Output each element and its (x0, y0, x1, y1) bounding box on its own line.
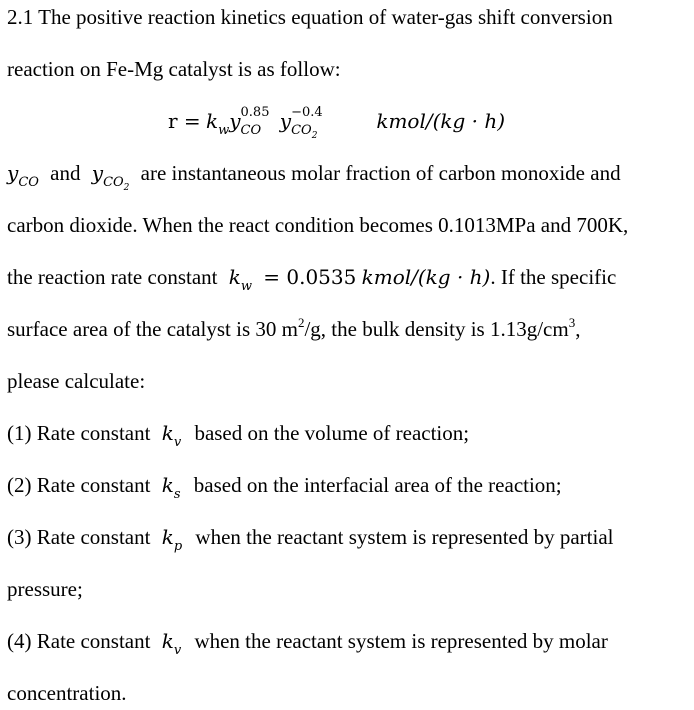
para-line-5: please calculate: (7, 369, 146, 393)
heading-line-1: 2.1 The positive reaction kinetics equation of water-gas shift conversion (7, 5, 613, 29)
question-item-4: (4) Rate constant $k_v$ when the reactant system is represented by molar (7, 629, 608, 658)
co-exponent-stack: 0.85 CO (240, 105, 270, 138)
co2-exponent-stack: −0.4 $CO_2$ (291, 105, 323, 141)
question-item-2: (2) Rate constant $k_s$ based on the interfacial area of the reaction; (7, 473, 562, 502)
rate-equation: $r = k_wy$ 0.85 CO y −0.4 $CO_2$ kmol/(kg · h) (168, 105, 506, 141)
heading-line-2: reaction on Fe-Mg catalyst is as follow: (7, 57, 341, 81)
question-item-3: (3) Rate constant $k_p$ when the reactant system is represented by partial (7, 525, 614, 554)
para-line-4: surface area of the catalyst is 30 $m^2/g$, the bulk density is $1.13g/cm^3$, (7, 315, 581, 341)
para-line-3: the reaction rate constant $k_w = 0.0535$ kmol/(kg · h). If the specific (7, 265, 617, 294)
para-line-2: carbon dioxide. When the react condition becomes 0.1013MPa and 700K, (7, 213, 629, 237)
equation-units: kmol/(kg · h) (376, 109, 506, 133)
question-item-3-continued: pressure; (7, 577, 83, 601)
para-line-1: $y_{CO}$ and $y_{CO_2}$ are instantaneous molar fraction of carbon monoxide and (7, 161, 621, 193)
question-item-1: (1) Rate constant $k_v$ based on the volume of reaction; (7, 421, 470, 450)
question-item-4-continued: concentration. (7, 681, 127, 705)
